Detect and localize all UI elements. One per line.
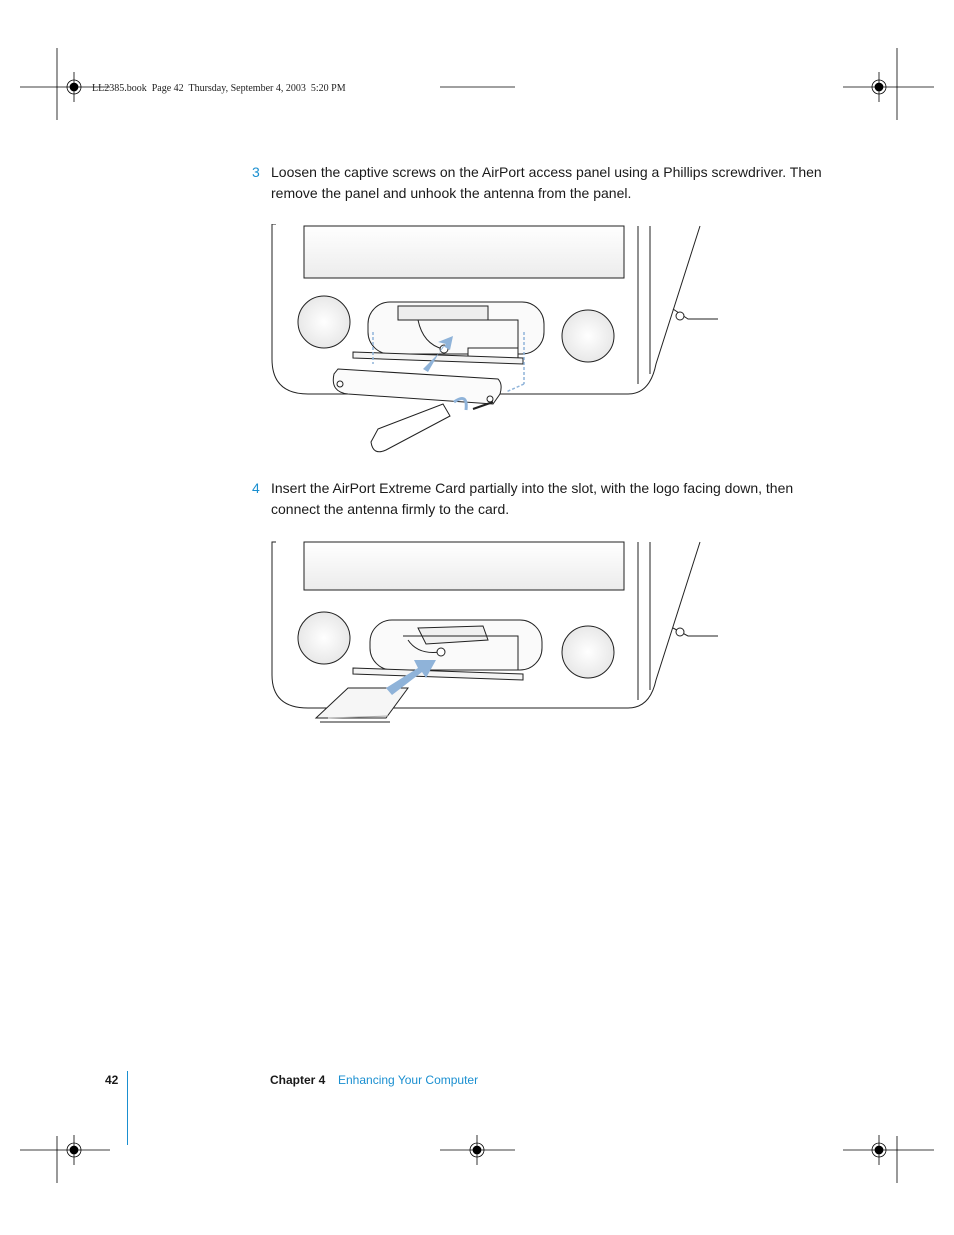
step-4: [252, 478, 852, 520]
step-text: Loosen the captive screws on the AirPort access panel using a Phillips screwdriver. Then remove the panel and unhook the antenna from the panel.: [271, 164, 822, 201]
step-number: 3: [252, 164, 260, 180]
footer-chapter-title: Enhancing Your Computer: [338, 1073, 479, 1087]
illustration-insert-card: [268, 540, 728, 740]
footer-chapter-label: Chapter 4: [270, 1073, 326, 1087]
print-slug: LL2385.book Page 42 Thursday, September 4, 2003 5:20 PM: [92, 83, 346, 94]
step-number: 4: [252, 480, 260, 496]
illustration-remove-panel: [268, 224, 728, 464]
step-text: Insert the AirPort Extreme Card partially into the slot, with the logo facing down, then connect the antenna firmly to the card.: [271, 480, 794, 517]
footer-divider: [127, 1071, 128, 1145]
page-number: 42: [105, 1073, 119, 1087]
step-3: [252, 162, 852, 204]
